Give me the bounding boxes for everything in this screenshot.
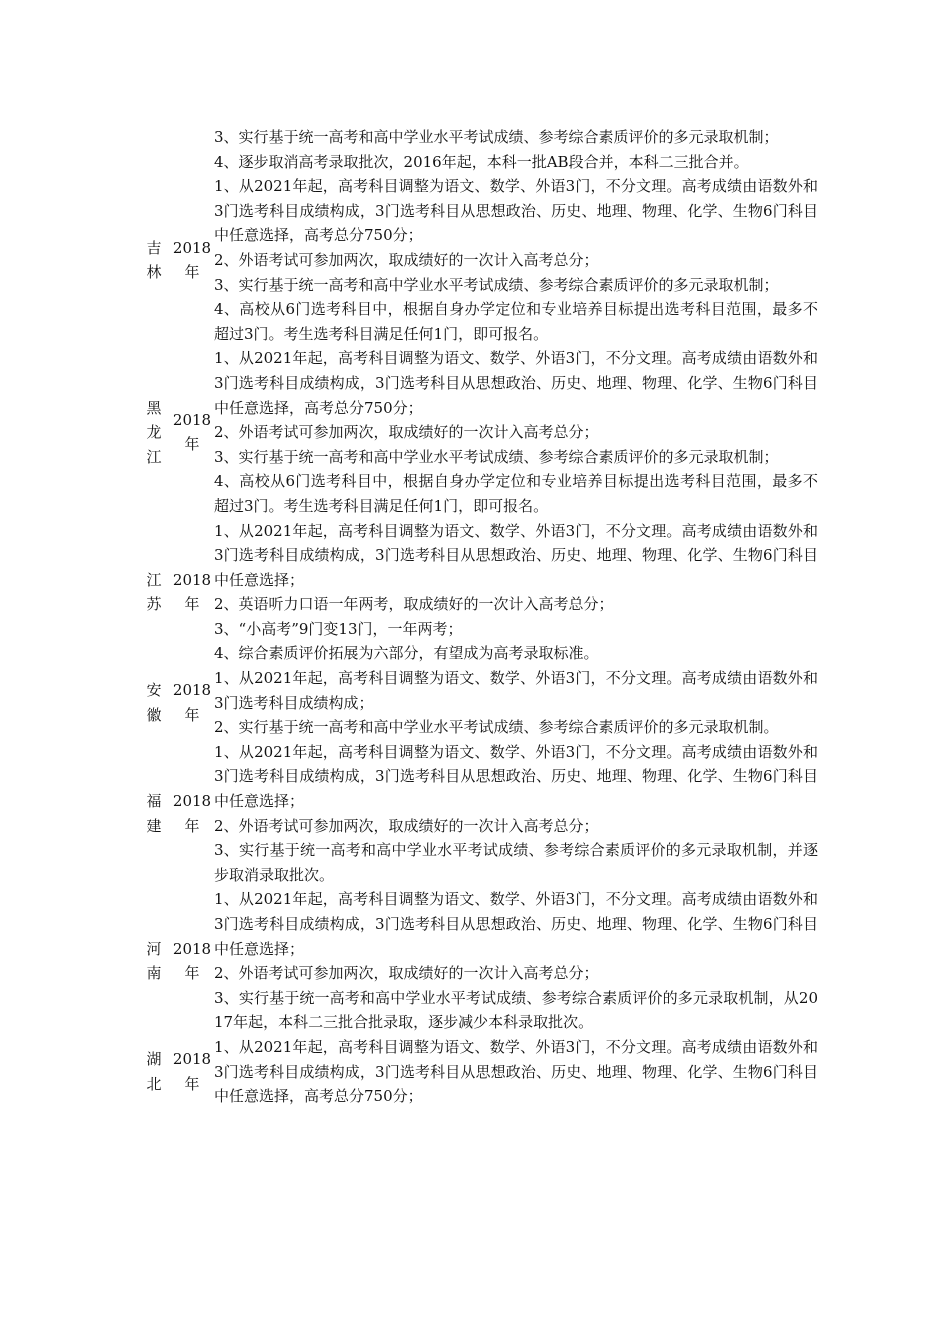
reform-table [138, 125, 818, 1109]
reform-item: 1、从2021年起，高考科目调整为语文、数学、外语3门，不分文理。高考成绩由语数外和3门选考科目成绩构成，3门选考科目从思想政治、历史、地理、物理、化学、生物6门科目中任意选择，高考总分750分； [214, 177, 818, 245]
year-text: 2018 [172, 792, 212, 811]
reform-item: 3、实行基于统一高考和高中学业水平考试成绩、参考综合素质评价的多元录取机制； [214, 128, 779, 146]
province-row [138, 666, 818, 740]
province-char: 林 [146, 263, 162, 282]
reform-item: 4、高校从6门选考科目中，根据自身办学定位和专业培养目标提出选考科目范围，最多不超过3门。考生选考科目满足任何1门，即可报名。 [214, 300, 818, 343]
province-name [138, 568, 170, 617]
year-text: 2018 [172, 681, 212, 700]
province-name [138, 937, 170, 986]
year-text: 2018 [172, 939, 212, 958]
year-text: 年 [184, 705, 200, 724]
reform-items [214, 740, 818, 888]
province-char: 江 [146, 447, 162, 466]
year-text: 年 [184, 1074, 200, 1093]
province-char: 江 [146, 570, 162, 589]
province-row [138, 1035, 818, 1109]
reform-item: 1、从2021年起，高考科目调整为语文、数学、外语3门，不分文理。高考成绩由语数外和3门选考科目成绩构成，3门选考科目从思想政治、历史、地理、物理、化学、生物6门科目中任意选择，高考总分750分； [214, 349, 818, 417]
province-char: 北 [146, 1074, 162, 1093]
province-row [138, 519, 818, 667]
reform-items [214, 887, 818, 1035]
province-row [138, 740, 818, 888]
reform-item: 4、高校从6门选考科目中，根据自身办学定位和专业培养目标提出选考科目范围，最多不超过3门。考生选考科目满足任何1门，即可报名。 [214, 472, 818, 515]
year-text: 2018 [172, 1050, 212, 1069]
reform-item: 2、外语考试可参加两次，取成绩好的一次计入高考总分； [214, 816, 599, 835]
province-char: 徽 [146, 705, 162, 724]
province-name [138, 678, 170, 727]
reform-item: 4、综合素质评价拓展为六部分，有望成为高考录取标准。 [214, 644, 599, 663]
reform-items [214, 125, 818, 174]
reform-year [170, 408, 214, 457]
reform-item: 3、实行基于统一高考和高中学业水平考试成绩、参考综合素质评价的多元录取机制，从2017年起，本科二三批合批录取，逐步减少本科录取批次。 [214, 988, 818, 1032]
reform-year [170, 568, 214, 617]
year-text: 年 [184, 595, 200, 614]
province-row [138, 346, 818, 518]
reform-item: 3、实行基于统一高考和高中学业水平考试成绩、参考综合素质评价的多元录取机制； [214, 275, 779, 294]
province-char: 龙 [146, 423, 162, 442]
province-char: 建 [146, 816, 162, 835]
reform-item: 3、“小高考”9门变13门，一年两考； [214, 619, 463, 638]
province-name [138, 236, 170, 285]
province-row [138, 887, 818, 1035]
year-text: 2018 [172, 238, 212, 257]
province-name [138, 396, 170, 470]
reform-year [170, 1047, 214, 1096]
year-text: 2018 [172, 410, 212, 429]
reform-item: 2、外语考试可参加两次，取成绩好的一次计入高考总分； [214, 964, 599, 983]
reform-item: 1、从2021年起，高考科目调整为语文、数学、外语3门，不分文理。高考成绩由语数外和3门选考科目成绩构成； [214, 669, 818, 712]
year-text: 年 [184, 816, 200, 835]
province-row [138, 125, 818, 174]
reform-item: 2、实行基于统一高考和高中学业水平考试成绩、参考综合素质评价的多元录取机制。 [214, 718, 779, 737]
province-char: 苏 [146, 595, 162, 614]
reform-item: 1、从2021年起，高考科目调整为语文、数学、外语3门，不分文理。高考成绩由语数外和3门选考科目成绩构成，3门选考科目从思想政治、历史、地理、物理、化学、生物6门科目中任意选择； [214, 742, 818, 811]
reform-items [214, 666, 818, 740]
province-char: 南 [146, 964, 162, 983]
year-text: 2018 [172, 570, 212, 589]
year-text: 年 [184, 964, 200, 983]
reform-item: 2、外语考试可参加两次，取成绩好的一次计入高考总分； [214, 423, 599, 442]
year-text: 年 [184, 435, 200, 454]
province-char: 吉 [146, 238, 162, 257]
province-name [138, 1047, 170, 1096]
province-char: 福 [146, 792, 162, 811]
reform-item: 1、从2021年起，高考科目调整为语文、数学、外语3门，不分文理。高考成绩由语数外和3门选考科目成绩构成，3门选考科目从思想政治、历史、地理、物理、化学、生物6门科目中任意选择； [214, 890, 818, 958]
reform-item: 4、逐步取消高考录取批次，2016年起，本科一批AB段合并，本科二三批合并。 [214, 152, 749, 171]
province-char: 安 [146, 681, 162, 700]
reform-item: 1、从2021年起，高考科目调整为语文、数学、外语3门，不分文理。高考成绩由语数外和3门选考科目成绩构成，3门选考科目从思想政治、历史、地理、物理、化学、生物6门科目中任意选择； [214, 521, 818, 589]
province-name [138, 789, 170, 838]
reform-item: 3、实行基于统一高考和高中学业水平考试成绩、参考综合素质评价的多元录取机制，并逐步取消录取批次。 [214, 841, 818, 884]
province-row [138, 174, 818, 346]
province-char: 河 [146, 939, 162, 958]
reform-item: 2、英语听力口语一年两考，取成绩好的一次计入高考总分； [214, 595, 614, 614]
reform-year [170, 236, 214, 285]
reform-items [214, 519, 818, 667]
reform-year [170, 789, 214, 838]
province-char: 湖 [146, 1050, 162, 1069]
reform-items [214, 174, 818, 346]
reform-item: 1、从2021年起，高考科目调整为语文、数学、外语3门，不分文理。高考成绩由语数外和3门选考科目成绩构成，3门选考科目从思想政治、历史、地理、物理、化学、生物6门科目中任意选择，高考总分750分； [214, 1037, 818, 1106]
reform-item: 2、外语考试可参加两次，取成绩好的一次计入高考总分； [214, 250, 599, 269]
reform-items [214, 1035, 818, 1109]
reform-items [214, 346, 818, 518]
province-char: 黑 [146, 398, 162, 417]
reform-year [170, 678, 214, 727]
reform-year [170, 937, 214, 986]
year-text: 年 [184, 263, 200, 282]
reform-item: 3、实行基于统一高考和高中学业水平考试成绩、参考综合素质评价的多元录取机制； [214, 447, 779, 466]
